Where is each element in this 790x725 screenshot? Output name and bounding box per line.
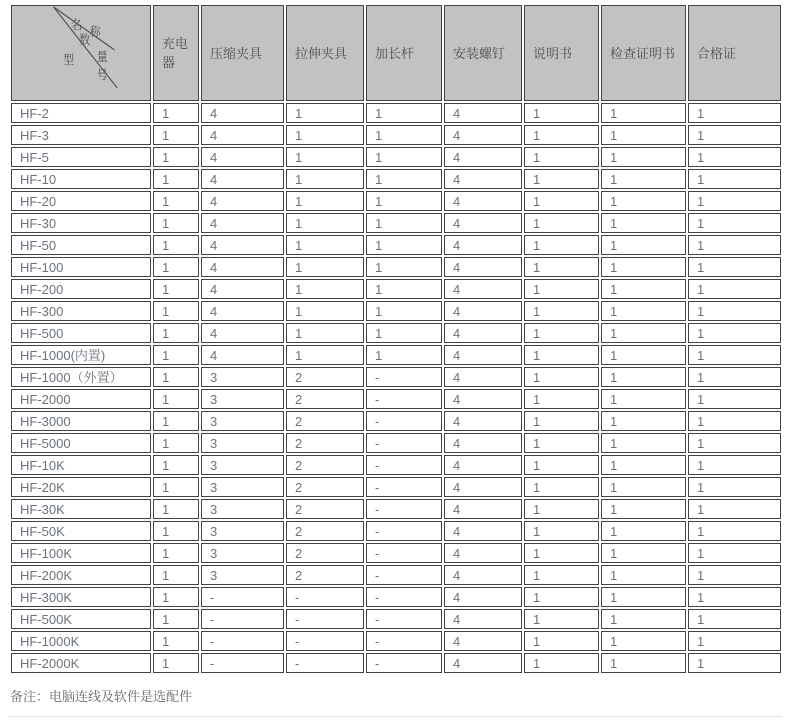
model-cell: HF-500K	[11, 609, 151, 629]
table-row	[11, 653, 781, 673]
model-cell: HF-20	[11, 191, 151, 211]
table-row	[11, 169, 781, 189]
qty-cell: -	[286, 631, 364, 651]
qty-cell: -	[366, 499, 442, 519]
qty-cell: 1	[601, 235, 686, 255]
qty-cell: 3	[201, 477, 284, 497]
model-cell: HF-2	[11, 103, 151, 123]
qty-cell: 4	[444, 477, 522, 497]
qty-cell: 1	[688, 521, 781, 541]
table-row	[11, 213, 781, 233]
qty-cell: 1	[524, 147, 599, 167]
qty-cell: 4	[444, 433, 522, 453]
qty-cell: 4	[201, 279, 284, 299]
table-row	[11, 257, 781, 277]
qty-cell: 1	[153, 125, 199, 145]
table-row	[11, 499, 781, 519]
qty-cell: 1	[601, 125, 686, 145]
qty-cell: 1	[688, 191, 781, 211]
qty-cell: 1	[601, 587, 686, 607]
qty-cell: 4	[444, 411, 522, 431]
qty-cell: 1	[601, 323, 686, 343]
qty-cell: -	[366, 653, 442, 673]
qty-cell: 1	[366, 257, 442, 277]
qty-cell: 4	[444, 279, 522, 299]
qty-cell: 1	[601, 411, 686, 431]
qty-cell: 1	[688, 367, 781, 387]
qty-cell: 4	[444, 191, 522, 211]
qty-cell: 1	[524, 631, 599, 651]
qty-cell: 1	[688, 477, 781, 497]
qty-cell: 2	[286, 367, 364, 387]
qty-cell: 1	[286, 125, 364, 145]
qty-cell: 1	[153, 235, 199, 255]
model-cell: HF-100	[11, 257, 151, 277]
qty-cell: 1	[524, 235, 599, 255]
model-cell: HF-10	[11, 169, 151, 189]
qty-cell: 3	[201, 565, 284, 585]
model-cell: HF-30K	[11, 499, 151, 519]
qty-cell: 4	[201, 257, 284, 277]
qty-cell: 1	[153, 499, 199, 519]
qty-cell: 1	[688, 103, 781, 123]
model-cell: HF-10K	[11, 455, 151, 475]
qty-cell: 1	[688, 389, 781, 409]
qty-cell: 1	[153, 301, 199, 321]
column-header-manual: 说明书	[524, 5, 599, 101]
model-cell: HF-500	[11, 323, 151, 343]
qty-cell: 1	[688, 147, 781, 167]
column-header-charger: 充电器	[153, 5, 199, 101]
table-row	[11, 411, 781, 431]
table-row	[11, 631, 781, 651]
qty-cell: 1	[153, 323, 199, 343]
model-cell: HF-1000K	[11, 631, 151, 651]
corner-label-quantity: 量	[96, 50, 108, 65]
qty-cell: 1	[601, 213, 686, 233]
qty-cell: 4	[201, 213, 284, 233]
qty-cell: 1	[688, 257, 781, 277]
qty-cell: 1	[688, 653, 781, 673]
qty-cell: 4	[444, 587, 522, 607]
qty-cell: 1	[688, 631, 781, 651]
table-row	[11, 367, 781, 387]
qty-cell: 1	[286, 345, 364, 365]
model-cell: HF-1000(内置)	[11, 345, 151, 365]
qty-cell: 2	[286, 477, 364, 497]
qty-cell: 1	[153, 367, 199, 387]
qty-cell: 1	[153, 103, 199, 123]
table-row	[11, 103, 781, 123]
qty-cell: 1	[153, 455, 199, 475]
corner-header-cell	[11, 5, 151, 101]
corner-label-name: 称	[89, 25, 101, 40]
table-row	[11, 301, 781, 321]
qty-cell: 1	[524, 367, 599, 387]
qty-cell: 4	[201, 235, 284, 255]
qty-cell: 4	[444, 169, 522, 189]
qty-cell: 1	[153, 257, 199, 277]
qty-cell: 3	[201, 455, 284, 475]
qty-cell: 1	[524, 653, 599, 673]
qty-cell: -	[201, 587, 284, 607]
qty-cell: -	[286, 653, 364, 673]
qty-cell: 4	[444, 565, 522, 585]
model-cell: HF-300	[11, 301, 151, 321]
qty-cell: 1	[524, 521, 599, 541]
qty-cell: 1	[601, 631, 686, 651]
qty-cell: 4	[201, 301, 284, 321]
qty-cell: -	[201, 609, 284, 629]
qty-cell: 3	[201, 367, 284, 387]
qty-cell: 1	[688, 411, 781, 431]
qty-cell: 3	[201, 543, 284, 563]
qty-cell: -	[366, 565, 442, 585]
qty-cell: 1	[524, 389, 599, 409]
qty-cell: 1	[153, 169, 199, 189]
qty-cell: 1	[153, 147, 199, 167]
qty-cell: 4	[201, 147, 284, 167]
corner-label-name: 名	[71, 18, 83, 33]
qty-cell: 1	[286, 257, 364, 277]
qty-cell: 1	[524, 301, 599, 321]
table-row	[11, 279, 781, 299]
qty-cell: 1	[524, 587, 599, 607]
corner-label-model: 型	[63, 53, 75, 68]
qty-cell: 1	[688, 235, 781, 255]
qty-cell: 1	[601, 653, 686, 673]
qty-cell: 1	[524, 213, 599, 233]
qty-cell: 1	[153, 389, 199, 409]
qty-cell: 1	[601, 169, 686, 189]
qty-cell: 4	[201, 103, 284, 123]
qty-cell: 2	[286, 433, 364, 453]
qty-cell: 2	[286, 389, 364, 409]
qty-cell: 3	[201, 389, 284, 409]
qty-cell: 1	[286, 323, 364, 343]
model-cell: HF-200K	[11, 565, 151, 585]
table-row	[11, 125, 781, 145]
qty-cell: 4	[444, 147, 522, 167]
qty-cell: 1	[688, 587, 781, 607]
qty-cell: 1	[153, 345, 199, 365]
qty-cell: 1	[601, 103, 686, 123]
qty-cell: 1	[153, 279, 199, 299]
qty-cell: 4	[444, 521, 522, 541]
qty-cell: 1	[601, 147, 686, 167]
qty-cell: 1	[286, 191, 364, 211]
qty-cell: 1	[688, 433, 781, 453]
column-header-inspection-certificate: 检查证明书	[601, 5, 686, 101]
qty-cell: 1	[688, 455, 781, 475]
column-header-compression-fixture: 压缩夹具	[201, 5, 284, 101]
model-cell: HF-3000	[11, 411, 151, 431]
qty-cell: 4	[444, 499, 522, 519]
qty-cell: 4	[444, 345, 522, 365]
qty-cell: 1	[601, 301, 686, 321]
header-row	[11, 5, 781, 101]
qty-cell: 1	[601, 389, 686, 409]
qty-cell: 1	[524, 169, 599, 189]
table-row	[11, 235, 781, 255]
qty-cell: 4	[444, 543, 522, 563]
table-row	[11, 455, 781, 475]
model-cell: HF-3	[11, 125, 151, 145]
qty-cell: 1	[153, 631, 199, 651]
qty-cell: -	[366, 411, 442, 431]
qty-cell: 1	[366, 345, 442, 365]
qty-cell: 4	[444, 367, 522, 387]
qty-cell: 4	[201, 191, 284, 211]
qty-cell: 1	[688, 279, 781, 299]
table-row	[11, 587, 781, 607]
qty-cell: 2	[286, 499, 364, 519]
qty-cell: 4	[444, 631, 522, 651]
qty-cell: 1	[366, 147, 442, 167]
qty-cell: 1	[286, 169, 364, 189]
qty-cell: 3	[201, 433, 284, 453]
column-header-extension-rod: 加长杆	[366, 5, 442, 101]
qty-cell: 1	[688, 169, 781, 189]
qty-cell: 2	[286, 455, 364, 475]
model-cell: HF-30	[11, 213, 151, 233]
qty-cell: 1	[524, 455, 599, 475]
qty-cell: 1	[601, 257, 686, 277]
qty-cell: 1	[688, 543, 781, 563]
qty-cell: 4	[444, 213, 522, 233]
qty-cell: 4	[201, 323, 284, 343]
model-cell: HF-2000	[11, 389, 151, 409]
qty-cell: -	[286, 587, 364, 607]
qty-cell: 1	[524, 345, 599, 365]
qty-cell: 1	[601, 609, 686, 629]
diagonal-split-icon	[20, 6, 142, 100]
qty-cell: -	[366, 587, 442, 607]
corner-label-model: 号	[96, 68, 108, 83]
qty-cell: 4	[444, 103, 522, 123]
qty-cell: 1	[153, 653, 199, 673]
table-row	[11, 565, 781, 585]
qty-cell: 1	[366, 103, 442, 123]
qty-cell: 1	[524, 477, 599, 497]
qty-cell: 1	[688, 609, 781, 629]
qty-cell: 2	[286, 543, 364, 563]
qty-cell: -	[286, 609, 364, 629]
qty-cell: 4	[444, 653, 522, 673]
qty-cell: 1	[524, 191, 599, 211]
qty-cell: 1	[286, 213, 364, 233]
qty-cell: 4	[444, 257, 522, 277]
qty-cell: 1	[524, 609, 599, 629]
qty-cell: 2	[286, 565, 364, 585]
table-row	[11, 433, 781, 453]
qty-cell: 1	[153, 587, 199, 607]
footer-note: 备注：电脑连线及软件是选配件	[10, 689, 193, 704]
model-cell: HF-1000（外置）	[11, 367, 151, 387]
qty-cell: -	[366, 367, 442, 387]
qty-cell: 4	[444, 235, 522, 255]
qty-cell: 3	[201, 499, 284, 519]
model-cell: HF-200	[11, 279, 151, 299]
qty-cell: 1	[524, 411, 599, 431]
qty-cell: 3	[201, 411, 284, 431]
qty-cell: -	[366, 477, 442, 497]
qty-cell: 4	[444, 323, 522, 343]
qty-cell: 1	[286, 147, 364, 167]
table-row	[11, 477, 781, 497]
accessory-spec-table	[9, 3, 783, 675]
column-header-mounting-screws: 安装螺钉	[444, 5, 522, 101]
qty-cell: 1	[688, 125, 781, 145]
qty-cell: -	[366, 631, 442, 651]
model-cell: HF-50	[11, 235, 151, 255]
qty-cell: 4	[444, 609, 522, 629]
qty-cell: -	[201, 653, 284, 673]
qty-cell: 1	[601, 499, 686, 519]
qty-cell: 1	[153, 213, 199, 233]
qty-cell: 1	[286, 279, 364, 299]
qty-cell: 1	[601, 477, 686, 497]
qty-cell: 1	[153, 477, 199, 497]
qty-cell: 1	[366, 125, 442, 145]
model-cell: HF-2000K	[11, 653, 151, 673]
table-body	[11, 103, 781, 673]
qty-cell: 1	[601, 367, 686, 387]
qty-cell: 1	[601, 455, 686, 475]
model-cell: HF-20K	[11, 477, 151, 497]
qty-cell: 1	[688, 345, 781, 365]
qty-cell: 2	[286, 411, 364, 431]
qty-cell: 1	[524, 103, 599, 123]
qty-cell: 1	[366, 323, 442, 343]
qty-cell: 1	[366, 301, 442, 321]
qty-cell: 1	[524, 323, 599, 343]
qty-cell: 1	[524, 125, 599, 145]
qty-cell: 1	[366, 191, 442, 211]
qty-cell: 1	[688, 301, 781, 321]
qty-cell: 1	[688, 499, 781, 519]
table-row	[11, 521, 781, 541]
qty-cell: 1	[688, 213, 781, 233]
qty-cell: 4	[444, 301, 522, 321]
qty-cell: 1	[286, 301, 364, 321]
qty-cell: -	[366, 433, 442, 453]
table-row	[11, 389, 781, 409]
qty-cell: 1	[601, 565, 686, 585]
qty-cell: 1	[524, 543, 599, 563]
qty-cell: 1	[524, 257, 599, 277]
qty-cell: 1	[153, 411, 199, 431]
table-row	[11, 191, 781, 211]
qty-cell: 1	[601, 543, 686, 563]
qty-cell: 1	[524, 433, 599, 453]
model-cell: HF-300K	[11, 587, 151, 607]
qty-cell: 1	[286, 103, 364, 123]
qty-cell: 1	[688, 565, 781, 585]
qty-cell: 1	[153, 565, 199, 585]
qty-cell: 1	[153, 543, 199, 563]
qty-cell: 1	[366, 279, 442, 299]
qty-cell: 1	[153, 609, 199, 629]
table-row	[11, 323, 781, 343]
qty-cell: 4	[201, 169, 284, 189]
table-row	[11, 147, 781, 167]
qty-cell: 1	[601, 521, 686, 541]
qty-cell: 4	[201, 345, 284, 365]
qty-cell: -	[366, 521, 442, 541]
qty-cell: 2	[286, 521, 364, 541]
qty-cell: 1	[286, 235, 364, 255]
model-cell: HF-5	[11, 147, 151, 167]
qty-cell: 1	[601, 433, 686, 453]
qty-cell: -	[366, 389, 442, 409]
model-cell: HF-5000	[11, 433, 151, 453]
model-cell: HF-100K	[11, 543, 151, 563]
qty-cell: -	[201, 631, 284, 651]
qty-cell: 1	[366, 235, 442, 255]
qty-cell: 1	[524, 565, 599, 585]
qty-cell: 1	[153, 433, 199, 453]
table-row	[11, 345, 781, 365]
table-row	[11, 543, 781, 563]
qty-cell: 4	[444, 455, 522, 475]
qty-cell: -	[366, 455, 442, 475]
qty-cell: 1	[601, 191, 686, 211]
qty-cell: 1	[153, 191, 199, 211]
qty-cell: 1	[153, 521, 199, 541]
qty-cell: 1	[601, 345, 686, 365]
qty-cell: 4	[201, 125, 284, 145]
column-header-tension-fixture: 拉伸夹具	[286, 5, 364, 101]
qty-cell: 4	[444, 125, 522, 145]
qty-cell: -	[366, 609, 442, 629]
table-row	[11, 609, 781, 629]
qty-cell: 3	[201, 521, 284, 541]
qty-cell: 1	[601, 279, 686, 299]
qty-cell: 1	[524, 279, 599, 299]
qty-cell: 4	[444, 389, 522, 409]
qty-cell: 1	[688, 323, 781, 343]
qty-cell: 1	[366, 213, 442, 233]
qty-cell: -	[366, 543, 442, 563]
qty-cell: 1	[524, 499, 599, 519]
qty-cell: 1	[366, 169, 442, 189]
model-cell: HF-50K	[11, 521, 151, 541]
bottom-divider	[9, 716, 782, 725]
corner-label-quantity: 数	[79, 33, 91, 48]
column-header-conformity-certificate: 合格证	[688, 5, 781, 101]
